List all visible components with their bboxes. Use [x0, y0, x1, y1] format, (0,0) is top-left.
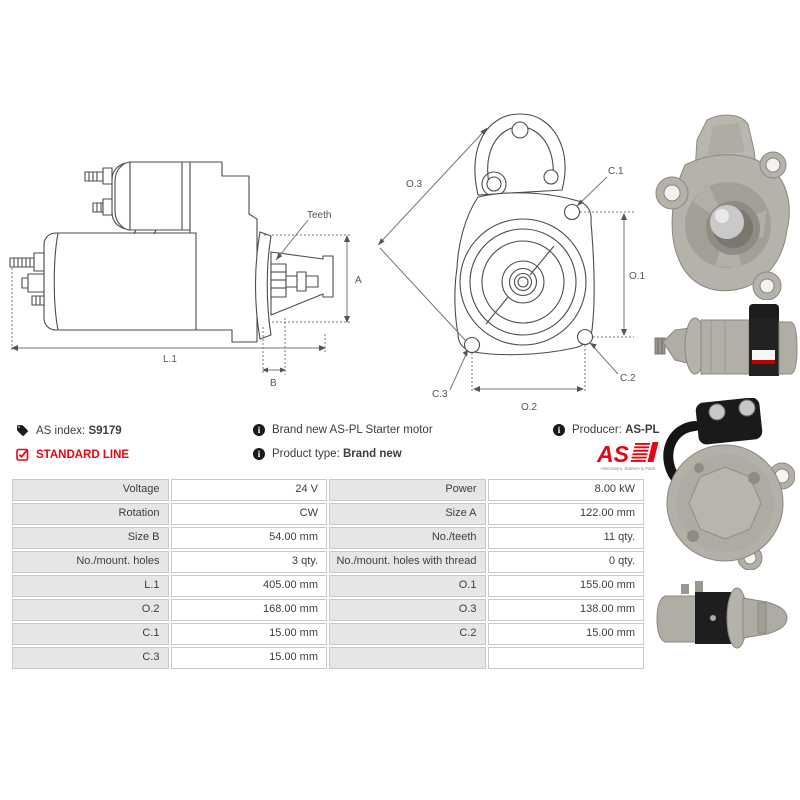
dim-c2-label: C.2 — [620, 373, 636, 384]
spec-label: C.3 — [12, 647, 169, 669]
spec-value: CW — [171, 503, 328, 525]
spec-value: 405.00 mm — [171, 575, 328, 597]
info-icon: i — [253, 424, 265, 436]
table-row — [12, 575, 644, 597]
front-view-drawing — [358, 98, 660, 423]
table-row — [12, 551, 644, 573]
spec-value: 15.00 mm — [171, 647, 328, 669]
standard-line-label: STANDARD LINE — [36, 448, 130, 461]
spec-label: Rotation — [12, 503, 169, 525]
spec-value: 54.00 mm — [171, 527, 328, 549]
spec-value: 24 V — [171, 479, 328, 501]
producer — [553, 424, 660, 436]
spec-label — [329, 647, 486, 669]
spec-value: 8.00 kW — [488, 479, 645, 501]
table-row — [12, 503, 644, 525]
dim-c3-label: C.3 — [432, 389, 448, 400]
table-row — [12, 599, 644, 621]
dim-l1-label: L.1 — [163, 354, 177, 365]
as-pl-logo — [596, 440, 660, 472]
spec-label: No./teeth — [329, 527, 486, 549]
product-type — [253, 448, 402, 460]
dim-c1-label: C.1 — [608, 166, 624, 177]
info-icon: i — [253, 448, 265, 460]
spec-label: L.1 — [12, 575, 169, 597]
product-description — [253, 424, 433, 436]
product-photo-front-view[interactable] — [655, 110, 798, 300]
table-row — [12, 527, 644, 549]
table-row — [12, 647, 644, 669]
teeth-label: Teeth — [307, 210, 332, 221]
table-row — [12, 623, 644, 645]
spec-value: 168.00 mm — [171, 599, 328, 621]
product-type-text: Product type: Brand new — [272, 448, 402, 460]
product-type-value: Brand new — [342, 448, 402, 460]
spec-label: O.2 — [12, 599, 169, 621]
spec-label: O.1 — [329, 575, 486, 597]
producer-text: Producer: AS-PL — [572, 424, 660, 436]
spec-label: Size B — [12, 527, 169, 549]
dim-o3-label: O.3 — [406, 179, 423, 190]
spec-label: Size A — [329, 503, 486, 525]
spec-value: 11 qty. — [488, 527, 645, 549]
logo-text: AS — [597, 441, 629, 467]
spec-table — [10, 477, 646, 671]
spec-value: 15.00 mm — [171, 623, 328, 645]
spec-label: Voltage — [12, 479, 169, 501]
spec-label: Power — [329, 479, 486, 501]
spec-value — [488, 647, 645, 669]
spec-label: No./mount. holes with thread — [329, 551, 486, 573]
as-index — [16, 424, 122, 437]
dim-o2-label: O.2 — [521, 402, 538, 413]
producer-value: AS-PL — [625, 424, 660, 436]
spec-label: C.2 — [329, 623, 486, 645]
spec-value: 3 qty. — [171, 551, 328, 573]
spec-value: 155.00 mm — [488, 575, 645, 597]
checkbox-checked-icon — [16, 448, 29, 461]
spec-value: 15.00 mm — [488, 623, 645, 645]
logo-subtext: Alternators, Starters & Parts — [600, 466, 656, 471]
standard-line — [16, 448, 129, 461]
spec-value: 0 qty. — [488, 551, 645, 573]
spec-label: No./mount. holes — [12, 551, 169, 573]
spec-value: 122.00 mm — [488, 503, 645, 525]
dim-o1-label: O.1 — [629, 271, 646, 282]
product-photo-side-view[interactable] — [653, 300, 798, 393]
dim-b-label: B — [270, 378, 277, 389]
spec-label: C.1 — [12, 623, 169, 645]
description-text: Brand new AS-PL Starter motor — [272, 424, 433, 436]
spec-value: 138.00 mm — [488, 599, 645, 621]
as-index-text: AS index: S9179 — [36, 424, 122, 437]
table-row — [12, 479, 644, 501]
side-view-drawing — [8, 108, 368, 393]
dim-a-label: A — [355, 275, 362, 286]
product-photo-side-view-2[interactable] — [655, 578, 793, 652]
as-index-value: S9179 — [88, 424, 122, 437]
tag-icon — [16, 424, 29, 437]
info-icon: i — [553, 424, 565, 436]
spec-label: O.3 — [329, 599, 486, 621]
product-photo-rear-view[interactable] — [655, 398, 795, 570]
